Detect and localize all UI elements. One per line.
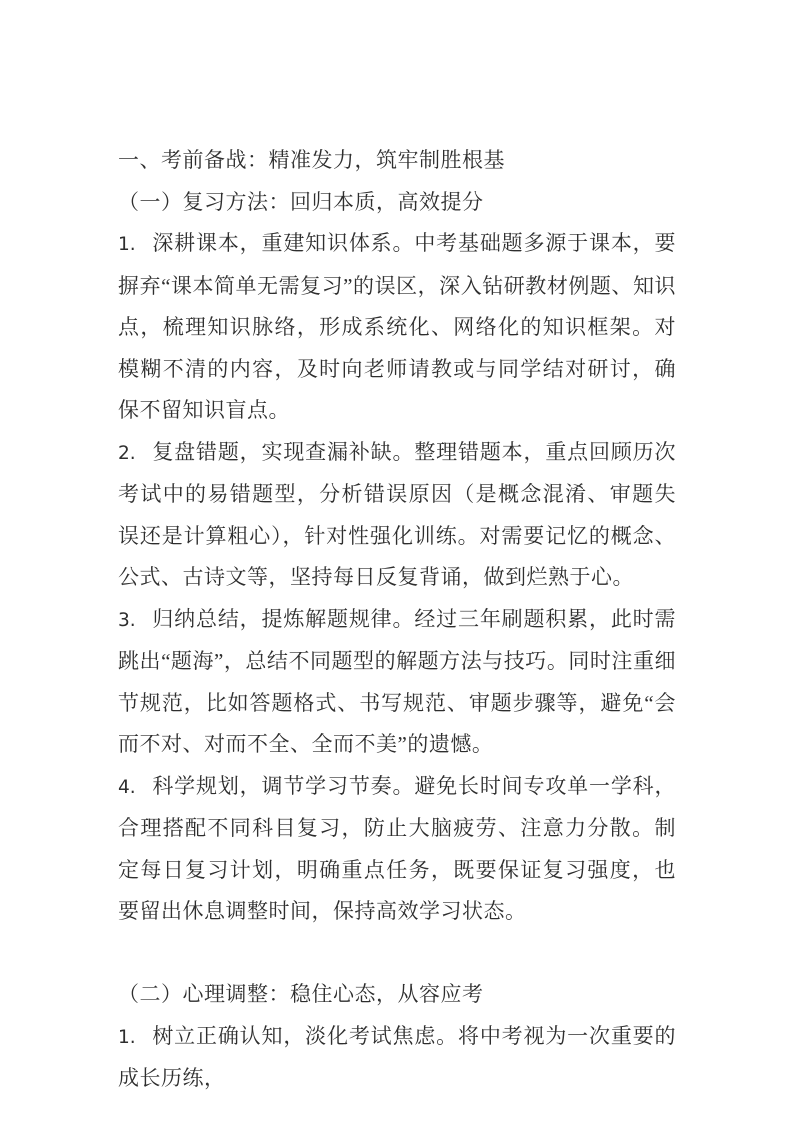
list-item-text: 深耕课本，重建知识体系。中考基础题多源于课本，要摒弃“课本简单无需复习”的误区，深入钻研教材例题、知识点，梳理知识脉络，形成系统化、网络化的知识框架。对模糊不清的内容，及时向老师请教或与同学结对研讨，确保不留知识盲点。 — [118, 231, 676, 422]
list-item — [118, 1016, 676, 1100]
list-item — [118, 432, 676, 599]
list-item — [118, 766, 676, 933]
list-item-number: 1. — [118, 1026, 136, 1048]
list-item — [118, 223, 676, 432]
list-item — [118, 599, 676, 766]
list-item-number: 3. — [118, 609, 136, 631]
list-item-number: 1. — [118, 234, 136, 255]
list-item-number: 2. — [118, 442, 136, 464]
list-item-text: 复盘错题，实现查漏补缺。整理错题本，重点回顾历次考试中的易错题型，分析错误原因（是概念混淆、审题失误还是计算粗心），针对性强化训练。对需要记忆的概念、公式、古诗文等，坚持每日反复背诵，做到烂熟于心。 — [118, 439, 676, 589]
list-item-number: 4. — [118, 776, 136, 798]
list-item-text: 科学规划，调节学习节奏。避免长时间专攻单一学科，合理搭配不同科目复习，防止大脑疲劳、注意力分散。制定每日复习计划，明确重点任务，既要保证复习强度，也要留出休息调整时间，保持高效学习状态。 — [118, 773, 676, 923]
section-heading: 一、考前备战：精准发力，筑牢制胜根基 — [118, 148, 505, 172]
subsection-heading-mental-adjustment: （二）心理调整：稳住心态，从容应考 — [118, 982, 484, 1006]
subsection-heading-review-methods: （一）复习方法：回归本质，高效提分 — [118, 189, 484, 214]
list-item-text: 树立正确认知，淡化考试焦虑。将中考视为一次重要的成长历练， — [118, 1023, 676, 1090]
list-item-text: 归纳总结，提炼解题规律。经过三年刷题积累，此时需跳出“题海”，总结不同题型的解题方法与技巧。同时注重细节规范，比如答题格式、书写规范、审题步骤等，避免“会而不对、对而不全、全而不美”的遗憾。 — [118, 606, 676, 756]
